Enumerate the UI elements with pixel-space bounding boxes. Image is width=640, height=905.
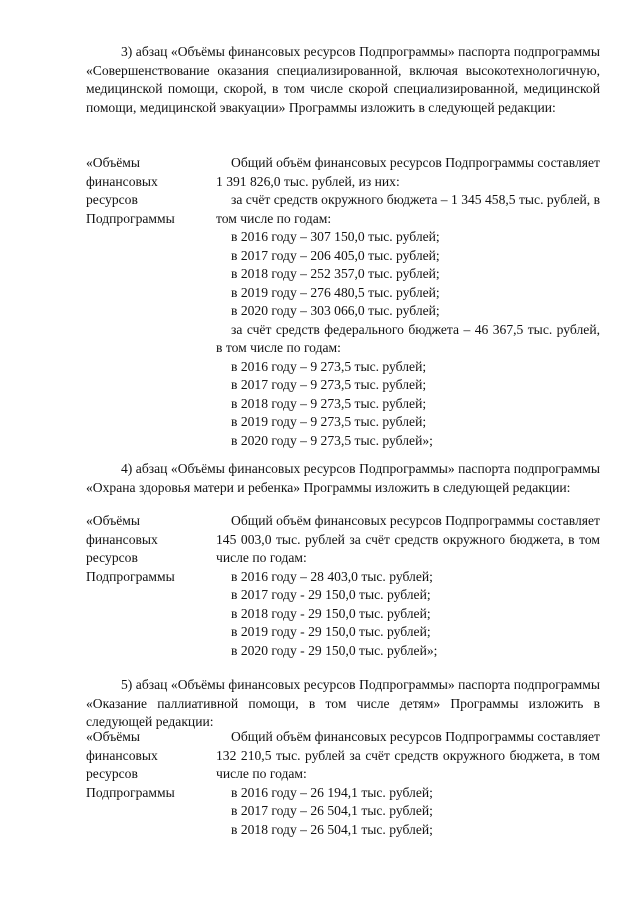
year-line: в 2018 году - 29 150,0 тыс. рублей; <box>231 605 431 621</box>
item-5-value <box>216 728 600 839</box>
label-line: «Объёмы <box>86 155 140 170</box>
year-line: в 2018 году – 252 357,0 тыс. рублей; <box>231 266 440 281</box>
year-line: в 2016 году – 26 194,1 тыс. рублей; <box>231 784 433 800</box>
federal-total-text: за счёт средств федерального бюджета – 46 367,5 тыс. рублей, в том числе по годам: <box>216 321 600 355</box>
item-3-intro-text: 3) абзац «Объёмы финансовых ресурсов Подпрограммы» паспорта подпрограммы «Совершенствование оказания специализированной, включая высокотехнологичную, медицинской помощи, скорой, в том числе скорой специализированной, медицинской помощи, медицинской эвакуации» Программы изложить в следующей редакции: <box>86 44 600 115</box>
item-3-intro <box>86 43 600 117</box>
okrug-total-text: за счёт средств окружного бюджета – 1 345 458,5 тыс. рублей, в том числе по годам: <box>216 192 600 226</box>
label-line: Подпрограммы <box>86 210 175 226</box>
item-3-label <box>86 154 206 228</box>
total-text: Общий объём финансовых ресурсов Подпрограммы составляет 145 003,0 тыс. рублей за счёт средств окружного бюджета, в том числе по годам: <box>216 513 600 565</box>
item-4-intro-text: 4) абзац «Объёмы финансовых ресурсов Подпрограммы» паспорта подпрограммы «Охрана здоровья матери и ребенка» Программы изложить в следующей редакции: <box>86 461 600 495</box>
label-line: ресурсов <box>86 766 138 781</box>
year-line: в 2020 году – 303 066,0 тыс. рублей; <box>231 303 440 318</box>
year-line: в 2017 году – 26 504,1 тыс. рублей; <box>231 803 433 818</box>
label-line: финансовых <box>86 173 158 189</box>
label-line: «Объёмы <box>86 513 140 528</box>
item-4-intro <box>86 460 600 497</box>
year-line: в 2016 году – 9 273,5 тыс. рублей; <box>231 358 427 374</box>
label-line: Подпрограммы <box>86 784 175 800</box>
item-5-intro-text: 5) абзац «Объёмы финансовых ресурсов Подпрограммы» паспорта подпрограммы «Оказание паллиативной помощи, в том числе детям» Программы изложить в следующей редакции: <box>86 677 600 729</box>
label-line: ресурсов <box>86 550 138 565</box>
year-line: в 2017 году - 29 150,0 тыс. рублей; <box>231 587 431 602</box>
year-line: в 2017 году – 9 273,5 тыс. рублей; <box>231 377 427 392</box>
year-line: в 2016 году – 28 403,0 тыс. рублей; <box>231 568 433 584</box>
year-line: в 2020 году – 9 273,5 тыс. рублей»; <box>231 432 433 448</box>
label-line: Подпрограммы <box>86 568 175 584</box>
item-3-value <box>216 154 600 450</box>
label-line: финансовых <box>86 747 158 763</box>
item-5-intro <box>86 676 600 732</box>
total-text: Общий объём финансовых ресурсов Подпрограммы составляет 1 391 826,0 тыс. рублей, из них: <box>216 155 600 189</box>
year-line: в 2019 году – 9 273,5 тыс. рублей; <box>231 414 427 429</box>
label-line: «Объёмы <box>86 729 140 744</box>
item-4-value <box>216 512 600 660</box>
year-line: в 2020 году - 29 150,0 тыс. рублей»; <box>231 642 438 658</box>
year-line: в 2018 году – 26 504,1 тыс. рублей; <box>231 821 433 837</box>
year-line: в 2019 году - 29 150,0 тыс. рублей; <box>231 624 431 639</box>
label-line: финансовых <box>86 531 158 547</box>
label-line: ресурсов <box>86 192 138 207</box>
year-line: в 2016 году – 307 150,0 тыс. рублей; <box>231 229 440 244</box>
year-line: в 2019 году – 276 480,5 тыс. рублей; <box>231 284 440 300</box>
year-line: в 2018 году – 9 273,5 тыс. рублей; <box>231 395 427 411</box>
item-5-label <box>86 728 206 802</box>
item-4-label <box>86 512 206 586</box>
year-line: в 2017 году – 206 405,0 тыс. рублей; <box>231 247 440 263</box>
total-text: Общий объём финансовых ресурсов Подпрограммы составляет 132 210,5 тыс. рублей за счёт средств окружного бюджета, в том числе по годам: <box>216 729 600 781</box>
